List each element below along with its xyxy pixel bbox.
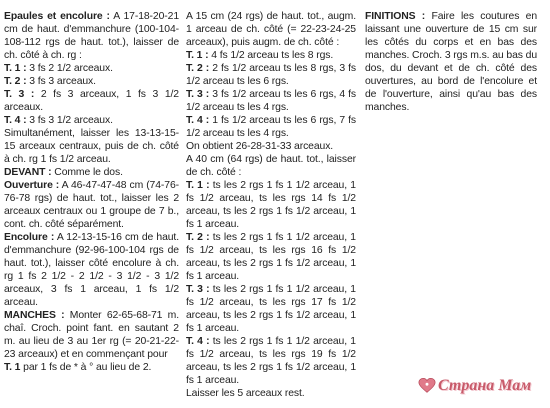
paragraph-heading: Epaules et encolure : [4,11,110,22]
paragraph [186,88,356,114]
paragraph [4,166,179,179]
paragraph [186,49,356,62]
paragraph [4,75,179,88]
paragraph-heading: T. 1 : [186,50,209,61]
site-watermark [418,377,531,395]
paragraph-heading: Encolure : [4,232,55,243]
paragraph-text: 4 fs 1/2 arceau ts les 8 rgs. [208,50,334,61]
paragraph [4,127,179,166]
paragraph [186,387,356,400]
paragraph-text: 3 fs 3 arceaux. [26,76,96,87]
paragraph-heading: T. 2 : [186,232,210,243]
paragraph-text: Comme le dos. [51,167,123,178]
column-1 [4,10,179,374]
paragraph-text: par 1 fs de * à ° au lieu de 2. [20,362,152,373]
paragraph-heading: T. 3 : [4,89,35,100]
paragraph [186,335,356,387]
paragraph-text: Laisser les 5 arceaux rest. [186,388,305,399]
paragraph-heading: FINITIONS : [365,11,426,22]
column-3 [365,10,537,114]
paragraph-heading: DEVANT : [4,167,52,178]
paragraph-text: A 46-47-47-48 cm (74-76-76-78 rgs) de haut. tot., laisser les 2 arceaux centraux ou 1 groupe de 7 b., cont. ch. côté séparément. [4,180,179,230]
paragraph-text: 2 fs 1/2 arceau ts les 8 rgs, 3 fs 1/2 arceau ts les 6 rgs. [186,63,356,87]
paragraph [4,114,179,127]
paragraph [4,10,179,62]
heart-logo-icon [418,377,436,395]
paragraph-heading: T. 4 : [186,336,210,347]
paragraph [186,114,356,140]
paragraph-text: ts les 2 rgs 1 fs 1 1/2 arceau, 1 fs 1/2 arceau, ts les rgs 19 fs 1/2 arceau, ts les 2 rgs 1 fs 1/2 arceau, 1 fs 1 arceau. [186,336,356,386]
paragraph-heading: T. 2 : [186,63,210,74]
paragraph-text: 3 fs 2 1/2 arceaux. [26,63,113,74]
paragraph-text: 3 fs 1/2 arceau ts les 6 rgs, 4 fs 1/2 arceau ts les 4 rgs. [186,89,356,113]
paragraph [4,231,179,309]
paragraph-text: A 12-13-15-16 cm de haut. d'emmanchure (92-96-100-104 rgs de haut. tot.), laisser côté encolure à ch. rg 1 fs 2 1/2 - 2 1/2 - 3 1/2 - 3 1/2 arceaux, 3 fs 1 arceau, 1 fs 1/2 arceau. [4,232,179,308]
watermark-text: Страна Мам [438,377,532,394]
paragraph [186,283,356,335]
column-2 [186,10,356,400]
paragraph [186,231,356,283]
paragraph [365,10,537,114]
paragraph-text: A 40 cm (64 rgs) de haut. tot., laisser de ch. côté : [186,154,356,178]
paragraph [4,361,179,374]
paragraph-heading: T. 1 [4,362,21,373]
paragraph [4,179,179,231]
paragraph [186,10,356,49]
paragraph-text: ts les 2 rgs 1 fs 1 1/2 arceau, 1 fs 1/2 arceau, ts les rgs 14 fs 1/2 arceau, ts les 2 rgs 1 fs 1/2 arceau, 1 fs 1 arceau. [186,180,356,230]
paragraph-text: ts les 2 rgs 1 fs 1 1/2 arceau, 1 fs 1/2 arceau, ts les rgs 17 fs 1/2 arceau, ts les 2 rgs 1 fs 1/2 arceau, 1 fs 1 arceau. [186,284,356,334]
paragraph [4,309,179,361]
paragraph [186,179,356,231]
paragraph [4,88,179,114]
paragraph [186,153,356,179]
paragraph-heading: Ouverture : [4,180,60,191]
paragraph-text: 1 fs 1/2 arceau ts les 6 rgs, 7 fs 1/2 arceau ts les 4 rgs. [186,115,356,139]
paragraph [186,62,356,88]
paragraph-text: 3 fs 3 1/2 arceaux. [26,115,113,126]
paragraph [186,140,356,153]
paragraph-text: ts les 2 rgs 1 fs 1 1/2 arceau, 1 fs 1/2 arceau, ts les rgs 16 fs 1/2 arceau, ts les 2 rgs 1 fs 1/2 arceau, 1 fs 1 arceau. [186,232,356,282]
paragraph-heading: T. 4 : [4,115,27,126]
paragraph-heading: T. 4 : [186,115,210,126]
paragraph-text: On obtient 26-28-31-33 arceaux. [186,141,334,152]
paragraph-heading: T. 1 : [186,180,210,191]
paragraph-text: A 17-18-20-21 cm de haut. d'emmanchure (100-104-108-112 rgs de haut. tot.), laisser de ch. côté à ch. rg : [4,11,179,61]
paragraph-heading: T. 3 : [186,89,210,100]
paragraph-text: Simultanément, laisser les 13-13-15-15 arceaux centraux, puis de ch. côté à ch. rg 1 fs 1/2 arceau. [4,128,179,165]
paragraph-text: 2 fs 3 arceaux, 1 fs 3 1/2 arceaux. [4,89,179,113]
paragraph-heading: T. 3 : [186,284,210,295]
paragraph [4,62,179,75]
paragraph-heading: MANCHES : [4,310,65,321]
paragraph-text: A 15 cm (24 rgs) de haut. tot., augm. 1 arceau de ch. côté (= 22-23-24-25 arceaux), puis augm. de ch. côté : [186,11,356,48]
paragraph-text: Monter 62-65-68-71 m. chaî. Croch. point fant. en sautant 2 m. au lieu de 3 au 1er rg (= 20-21-22-23 arceaux) et en commençant pour [4,310,179,360]
paragraph-heading: T. 1 : [4,63,27,74]
paragraph-heading: T. 2 : [4,76,27,87]
paragraph-text: Faire les coutures en laissant une ouverture de 15 cm sur les côtés du corps et en bas des manches. Croch. 3 rgs m.s. au bas du dos, du devant et de ch. côté des ouvertures, au bord de l'encolure et de l'ouverture, ainsi qu'au bas des manches. [365,11,537,113]
